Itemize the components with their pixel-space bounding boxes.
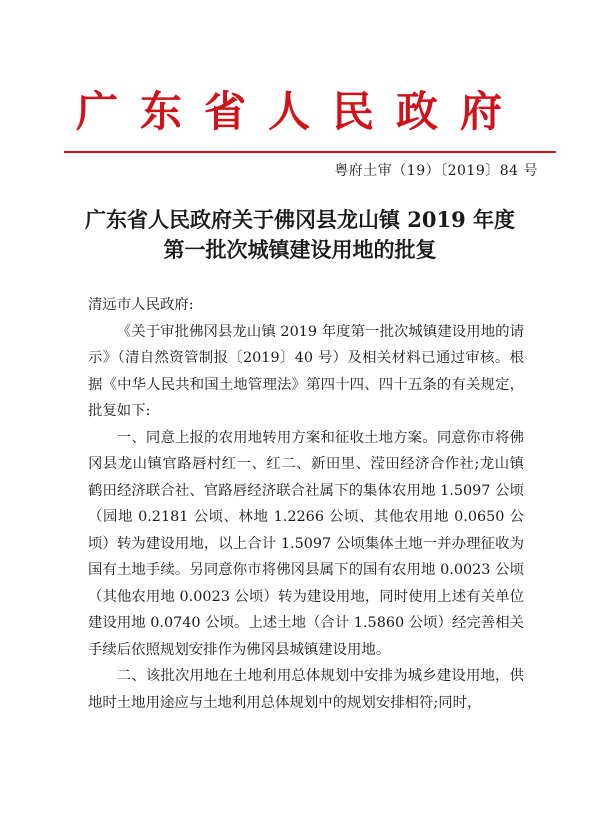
title-line-2: 第一批次城镇建设用地的批复: [163, 237, 437, 262]
salutation: 清远市人民政府:: [88, 297, 194, 313]
paragraph-item-1: 一、同意上报的农用地转用方案和征收土地方案。同意你市将佛冈县龙山镇官路唇村红一、红二、新田里、滢田经济合作社;龙山镇鹤田经济联合社、官路唇经济联合社属下的集体农用地 1.5097 公顷（园地 0.2181 公顷、林地 1.2266 公顷、其他农用地 0.0650 公顷）转为建设用地，以上合计 1.5097 公顷集体土地一并办理征收为国有土地手续。另同意你市将佛冈县属下的国有农用地 0.0023 公顷（其他农用地 0.0023 公顷）转为建设用地，同时使用上述有关单位建设用地 0.0740 公顷。上述土地（合计 1.5860 公顷）经完善相关手续后依照规划安排作为佛冈县城镇建设用地。: [88, 429, 524, 658]
document-body: [88, 292, 524, 716]
issuer-masthead: 广东省人民政府: [75, 87, 524, 136]
document-number: 粤府土审（19）〔2019〕84 号: [334, 163, 538, 179]
paragraph-intro: 《关于审批佛冈县龙山镇 2019 年度第一批次城镇建设用地的请示》（清自然资管制报〔2019〕40 号）及相关材料已通过审核。根据《中华人民共和国土地管理法》第四十四、四十五条的有关规定，批复如下:: [88, 323, 524, 419]
red-divider-line: [64, 151, 556, 153]
paragraph-item-2: 二、该批次用地在土地利用总体规划中安排为城乡建设用地，供地时土地用途应与土地利用总体规划中的规划安排相符;同时，: [88, 668, 524, 711]
document-title: [0, 205, 600, 265]
title-line-1: 广东省人民政府关于佛冈县龙山镇 2019 年度: [84, 207, 516, 232]
